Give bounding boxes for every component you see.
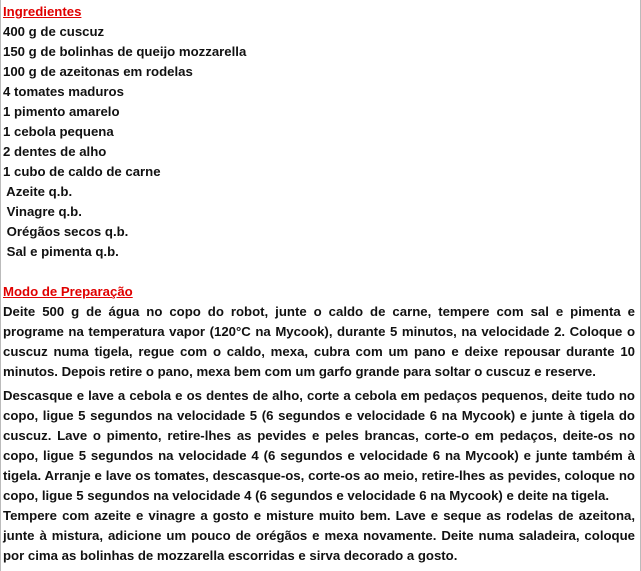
ingredient-item: Vinagre q.b. xyxy=(3,204,82,219)
spacer xyxy=(3,262,635,282)
ingredient-item: 1 cubo de caldo de carne xyxy=(3,164,161,179)
ingredient-item: 4 tomates maduros xyxy=(3,84,124,99)
ingredient-item: Orégãos secos q.b. xyxy=(3,224,129,239)
ingredient-item: 400 g de cuscuz xyxy=(3,24,105,39)
ingredient-item: 100 g de azeitonas em rodelas xyxy=(3,64,193,79)
recipe-document xyxy=(3,2,635,566)
ingredient-item: 1 cebola pequena xyxy=(3,124,114,139)
preparation-paragraph: Tempere com azeite e vinagre a gosto e misture muito bem. Lave e seque as rodelas de azeitona, junte à mistura, adicione um pouco de orégãos e mexa novamente. Deite numa saladeira, coloque por cima as bolinhas de mozzarella escorridas e sirva decorado a gosto. xyxy=(3,508,635,563)
ingredient-item: Azeite q.b. xyxy=(3,184,73,199)
preparation-paragraph: Descasque e lave a cebola e os dentes de alho, corte a cebola em pedaços pequenos, deite tudo no copo, ligue 5 segundos na velocidade 5 (6 segundos e velocidade 6 na Mycook) e junte à tigela do cuscuz. Lave o pimento, retire-lhes as pevides e peles brancas, corte-o em pedaços, deite-os no copo, ligue 5 segundos na velocidade 4 (6 segundos e velocidade 6 na Mycook) e junte também à tigela. Arranje e lave os tomates, descasque-os, corte-os ao meio, retire-lhes as pevides, coloque no copo, ligue 5 segundos na velocidade 4 (6 segundos e velocidade 6 na Mycook) e deite na tigela. xyxy=(3,388,635,503)
preparation-paragraph: Deite 500 g de água no copo do robot, junte o caldo de carne, tempere com sal e pimenta e programe na temperatura vapor (120°C na Mycook), durante 5 minutos, na velocidade 2. Coloque o cuscuz numa tigela, regue com o caldo, mexa, cubra com um pano e deixe repousar durante 10 minutos. Depois retire o pano, mexa bem com um garfo grande para soltar o cuscuz e reserve. xyxy=(3,304,635,379)
ingredient-item: 2 dentes de alho xyxy=(3,144,107,159)
preparation-heading: Modo de Preparação xyxy=(3,284,133,299)
ingredient-item: 1 pimento amarelo xyxy=(3,104,120,119)
ingredient-item: Sal e pimenta q.b. xyxy=(3,244,119,259)
ingredients-heading: Ingredientes xyxy=(3,4,82,19)
ingredient-item: 150 g de bolinhas de queijo mozzarella xyxy=(3,44,247,59)
